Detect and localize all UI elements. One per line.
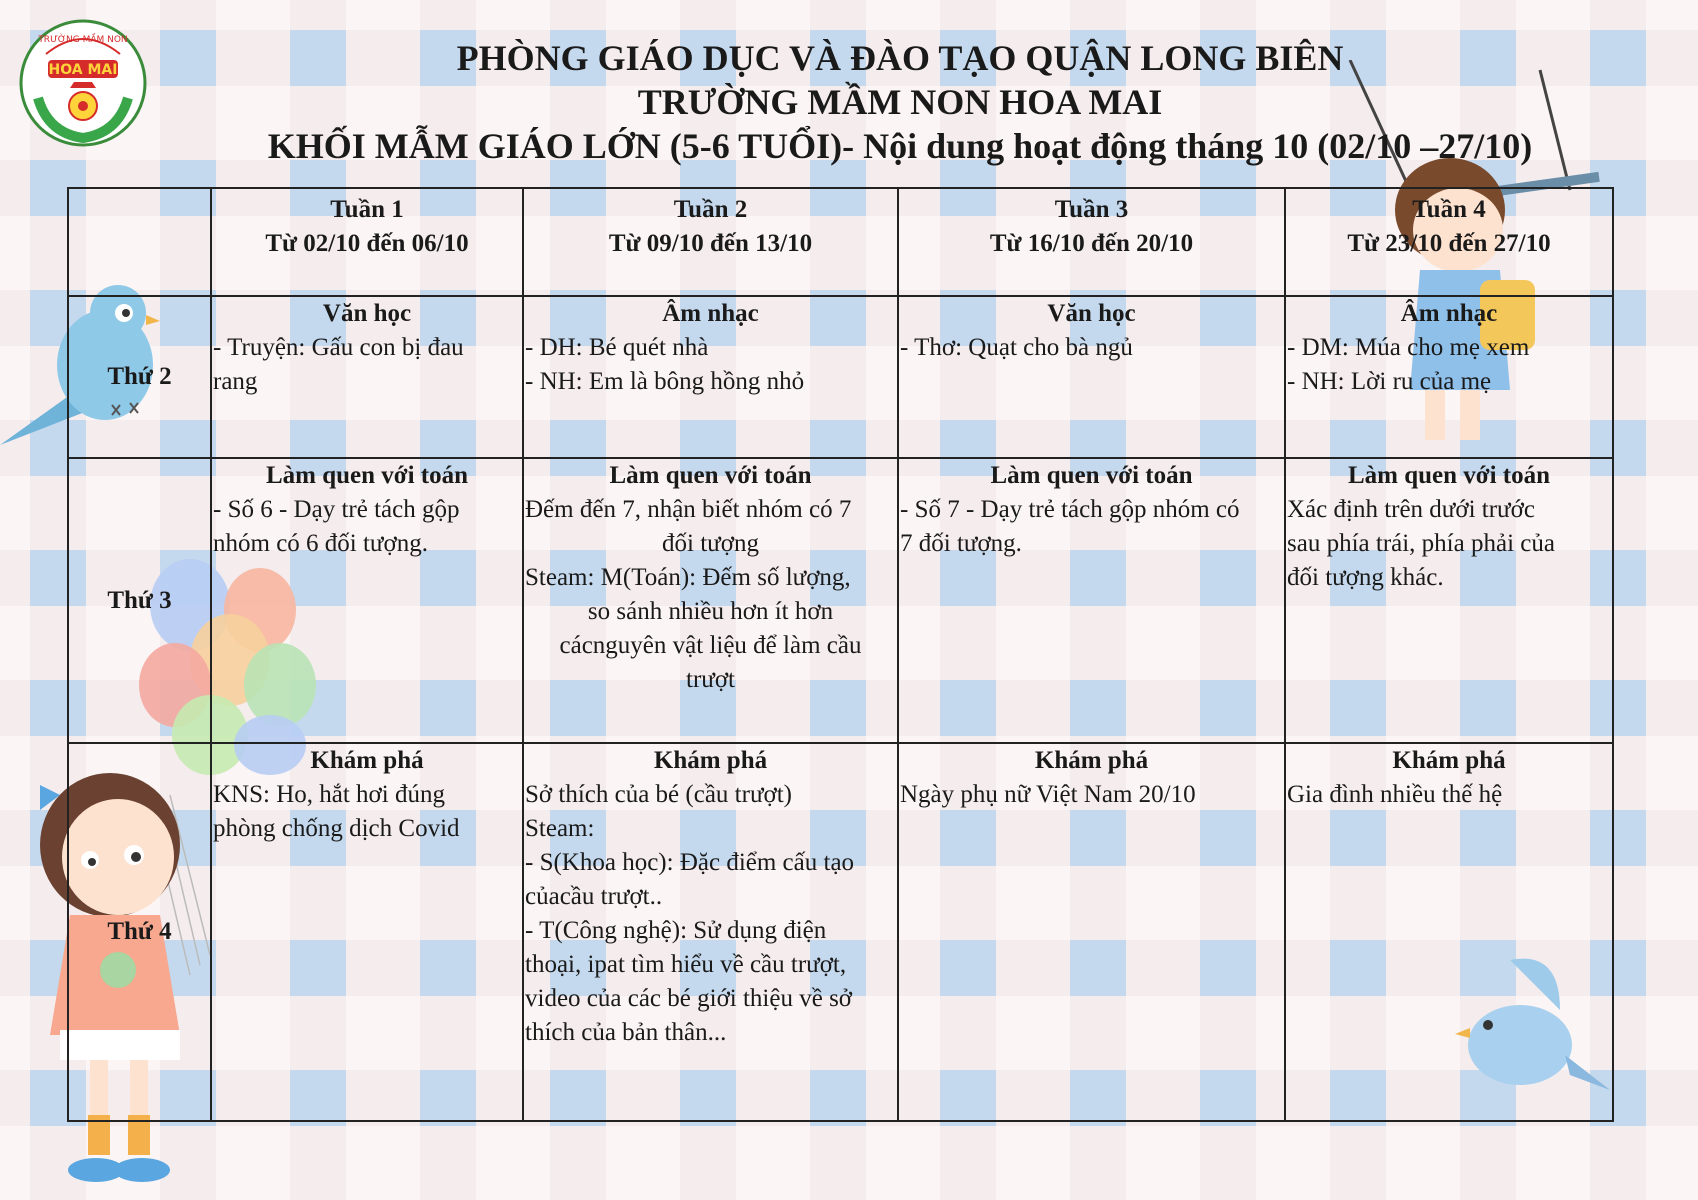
department-title: PHÒNG GIÁO DỤC VÀ ĐÀO TẠO QUẬN LONG BIÊN (456, 38, 1344, 78)
activity-schedule-table (67, 187, 1614, 1122)
schedule-cell: Làm quen với toán - Số 6 - Dạy trẻ tách gộp nhóm có 6 đối tượng. (211, 458, 523, 743)
week-header-3: Tuần 3 Từ 16/10 đến 20/10 (898, 188, 1285, 296)
table-row (68, 743, 1613, 1121)
schedule-cell: Khám phá Ngày phụ nữ Việt Nam 20/10 (898, 743, 1285, 1121)
schedule-cell: Văn học - Truyện: Gấu con bị đau rang (211, 296, 523, 458)
table-header-row (68, 188, 1613, 296)
schedule-cell: Khám phá Gia đình nhiều thế hệ (1285, 743, 1613, 1121)
svg-text:TRƯỜNG MẦM NON: TRƯỜNG MẦM NON (38, 35, 128, 45)
day-label-tuesday: Thứ 3 (68, 458, 211, 743)
plan-title: KHỐI MẪM GIÁO LỚN (5-6 TUỔI)- Nội dung hoạt động tháng 10 (02/10 –27/10) (267, 126, 1533, 166)
schedule-cell: Làm quen với toán Xác định trên dưới trước sau phía trái, phía phải của đối tượng khác. (1285, 458, 1613, 743)
table-row (68, 458, 1613, 743)
week-header-1: Tuần 1 Từ 02/10 đến 06/10 (211, 188, 523, 296)
schedule-cell: Làm quen với toán Đếm đến 7, nhận biết nhóm có 7 đối tượng Steam: M(Toán): Đếm số lượng, so sánh nhiều hơn ít hơn cácnguyên vật liệu để làm cầu trượt (523, 458, 898, 743)
schedule-cell: Văn học - Thơ: Quạt cho bà ngủ (898, 296, 1285, 458)
corner-cell (68, 188, 211, 296)
day-label-wednesday: Thứ 4 (68, 743, 211, 1121)
week-header-4: Tuần 4 Từ 23/10 đến 27/10 (1285, 188, 1613, 296)
schedule-cell: Khám phá KNS: Ho, hắt hơi đúng phòng chống dịch Covid (211, 743, 523, 1121)
school-logo (18, 18, 148, 148)
school-name: TRƯỜNG MẦM NON HOA MAI (637, 82, 1163, 122)
svg-text:HOA MAI: HOA MAI (48, 62, 118, 78)
day-label-monday: Thứ 2 (68, 296, 211, 458)
schedule-cell: Khám phá Sở thích của bé (cầu trượt) Steam: - S(Khoa học): Đặc điểm cấu tạo củacầu trượt.. - T(Công nghệ): Sử dụng điện thoại, ipat tìm hiểu về cầu trượt, video của các bé giới thiệu về sở thích của bản thân... (523, 743, 898, 1121)
week-header-2: Tuần 2 Từ 09/10 đến 13/10 (523, 188, 898, 296)
document-header (200, 36, 1600, 168)
table-row (68, 296, 1613, 458)
schedule-cell: Âm nhạc - DH: Bé quét nhà - NH: Em là bông hồng nhỏ (523, 296, 898, 458)
schedule-cell: Âm nhạc - DM: Múa cho mẹ xem - NH: Lời ru của mẹ (1285, 296, 1613, 458)
schedule-cell: Làm quen với toán - Số 7 - Dạy trẻ tách gộp nhóm có 7 đối tượng. (898, 458, 1285, 743)
